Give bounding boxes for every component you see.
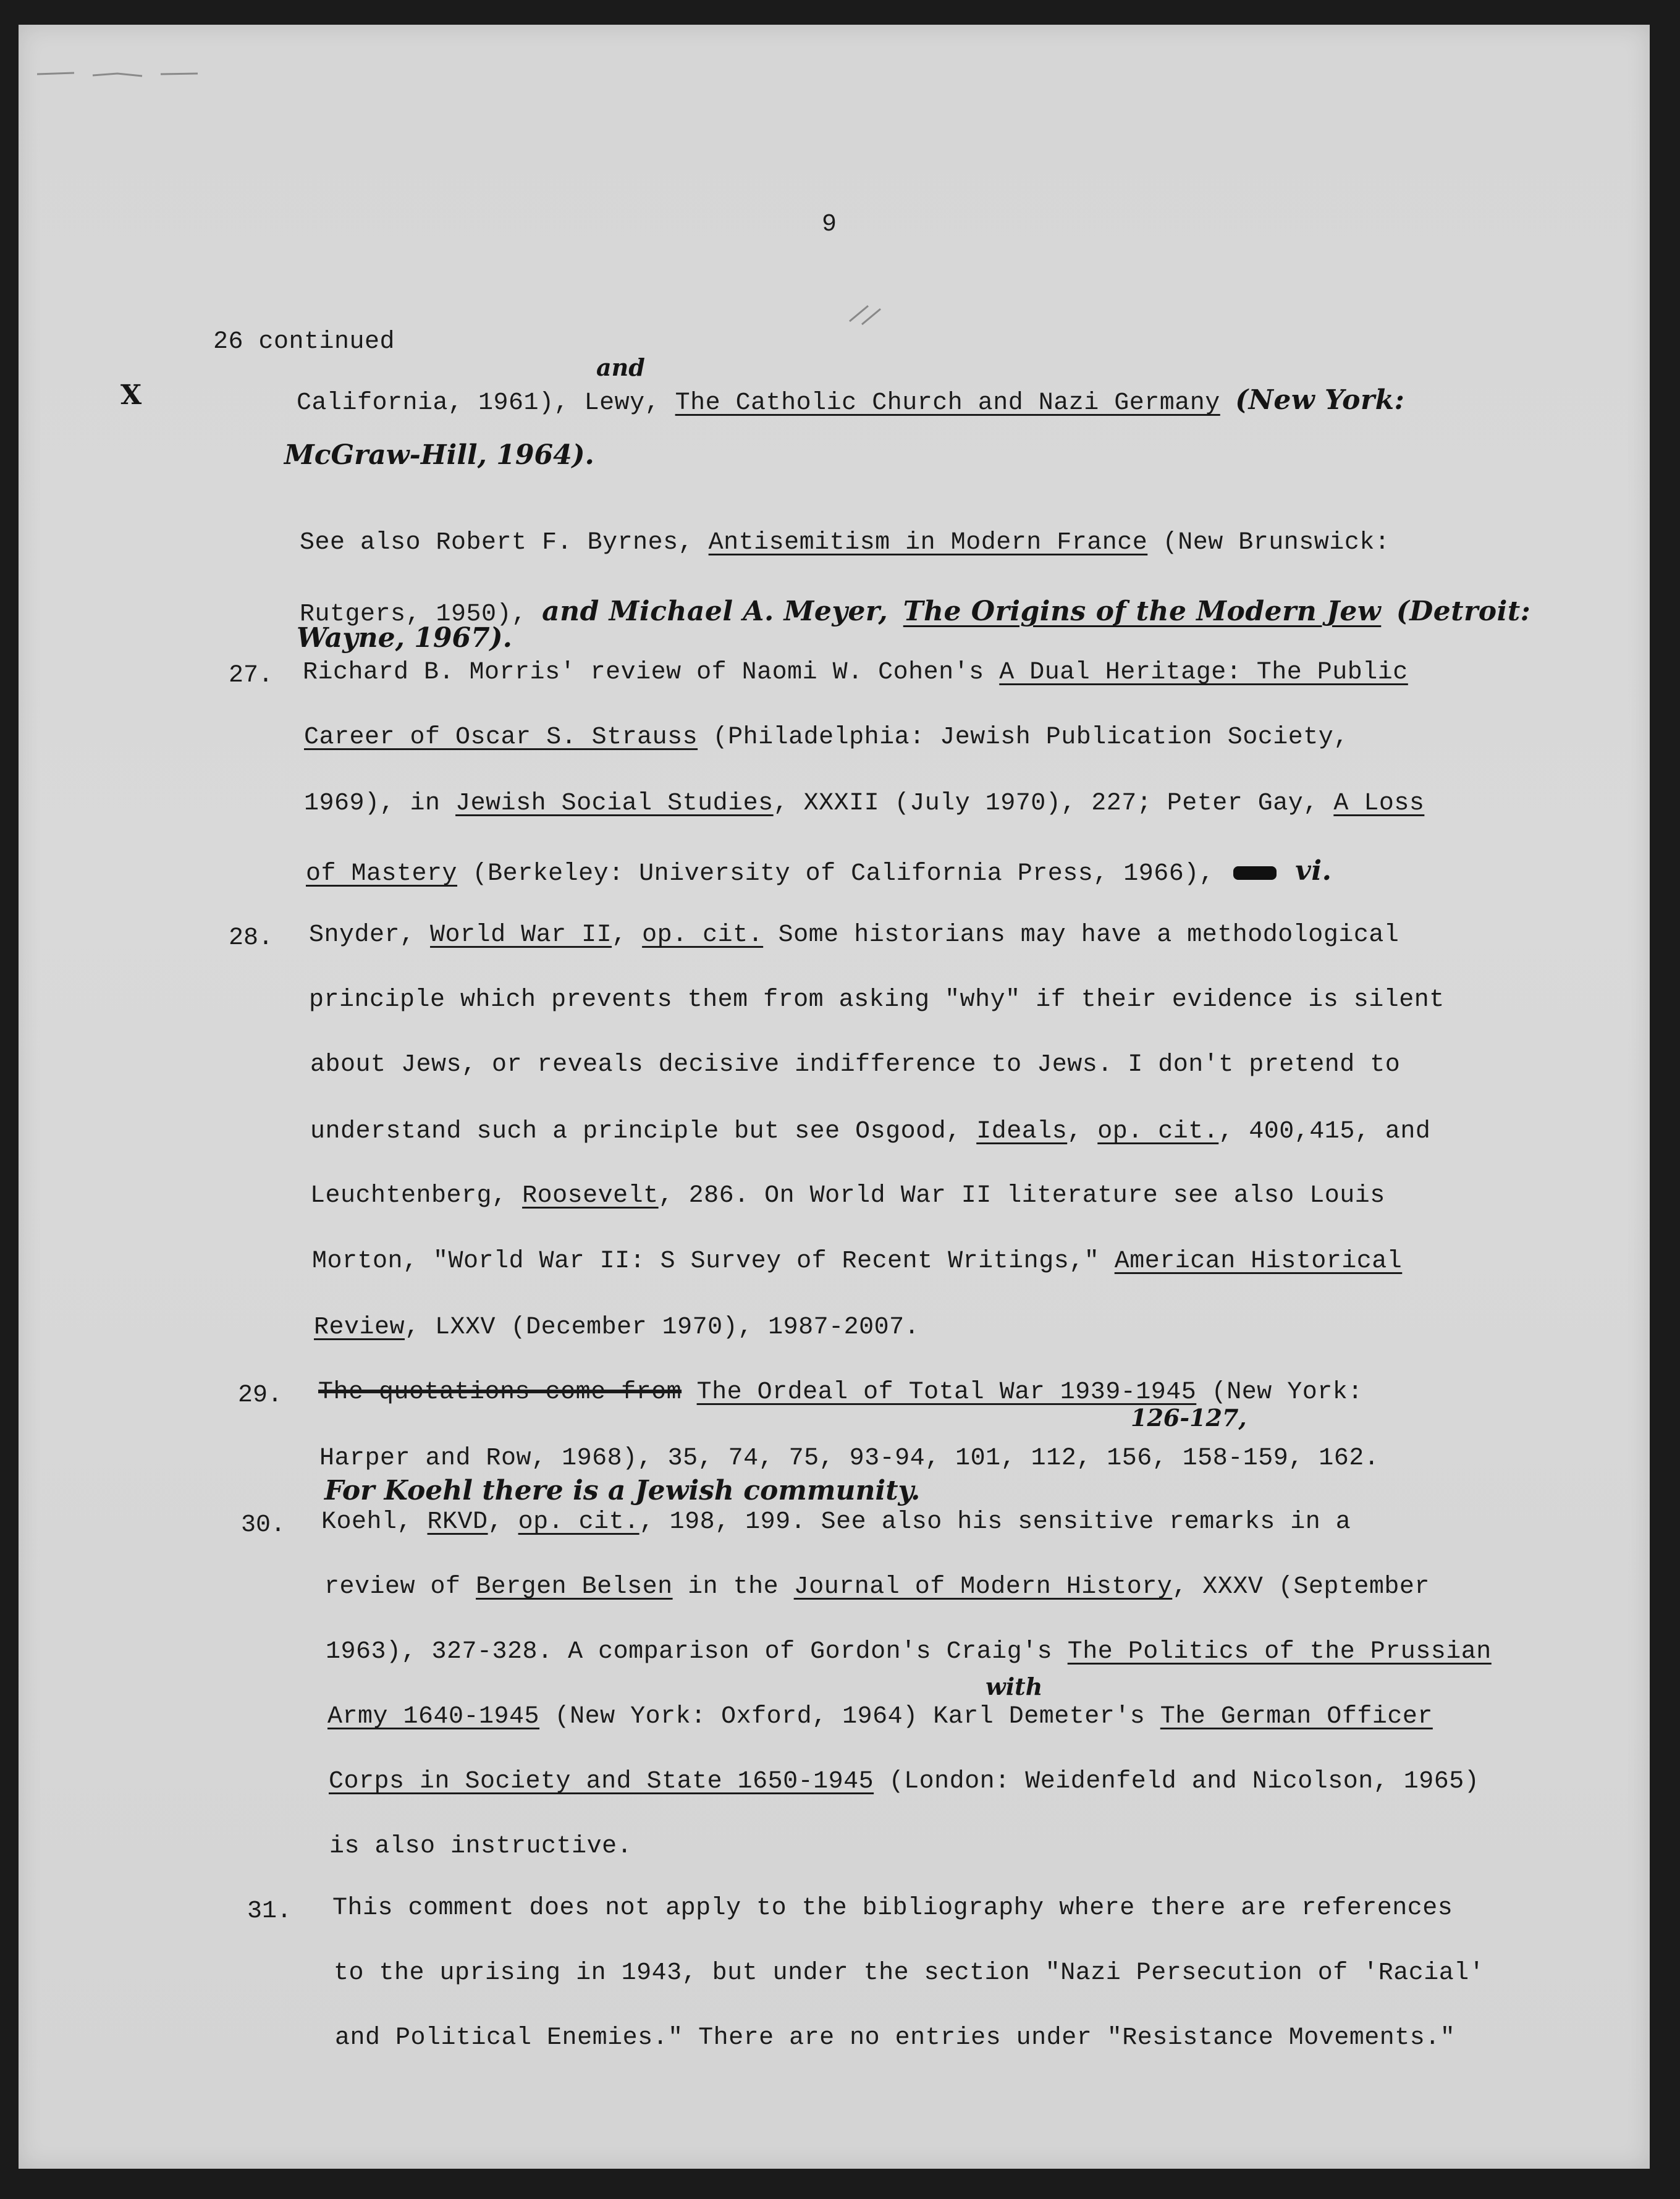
note-28-number: 28. <box>229 924 274 952</box>
note-29-line-2: Harper and Row, 1968), 35, 74, 75, 93-94, 101, 112, 156, 158-159, 162. <box>319 1445 1380 1472</box>
title-bergen-belsen: Bergen Belsen <box>476 1573 673 1601</box>
handwritten-mcgraw-hill: McGraw-Hill, 1964). <box>284 439 594 471</box>
title-of-mastery: of Mastery <box>306 860 458 888</box>
note-26-line-3: See also Robert F. Byrnes, Antisemitism in Modern France (New Brunswick: <box>300 529 1390 557</box>
title-politics-prussian: The Politics of the Prussian <box>1067 1638 1492 1666</box>
handwritten-with: with <box>986 1673 1043 1700</box>
note-27-line-3: 1969), in Jewish Social Studies, XXXII (July 1970), 227; Peter Gay, A Loss <box>304 790 1425 817</box>
title-a-loss: A Loss <box>1333 790 1425 817</box>
margin-x-mark: X <box>120 379 142 411</box>
handwritten-vi: vi. <box>1295 855 1332 887</box>
note-27-line-4: of Mastery (Berkeley: University of California Press, 1966), vi. <box>306 855 1332 888</box>
scan-artifact <box>37 68 222 80</box>
handwritten-wayne: Wayne, 1967). <box>297 622 512 654</box>
note-31-number: 31. <box>247 1897 292 1925</box>
struck-text: The quotations come from <box>318 1378 682 1406</box>
pencil-slash-mark <box>846 297 884 327</box>
note-26-line-4: Rutgers, 1950), and Michael A. Meyer, The Origins of the Modern Jew (Detroit: <box>300 596 1531 628</box>
handwritten-page-insert: 126-127, <box>1131 1404 1247 1432</box>
title-german-officer: The German Officer <box>1160 1703 1433 1731</box>
note-30-line-2: review of Bergen Belsen in the Journal of Modern History, XXXV (September <box>324 1573 1430 1601</box>
note-28-line-4: understand such a principle but see Osgood, Ideals, op. cit., 400,415, and <box>310 1118 1431 1146</box>
title-review: Review <box>314 1314 405 1341</box>
handwritten-insert-and: and <box>596 353 645 381</box>
note-28-line-7: Review, LXXV (December 1970), 1987-2007. <box>314 1314 920 1341</box>
note-30-line-1: Koehl, RKVD, op. cit., 198, 199. See also his sensitive remarks in a <box>321 1508 1351 1536</box>
op-cit: op. cit. <box>642 921 764 949</box>
title-journal-modern-history: Journal of Modern History <box>793 1573 1173 1601</box>
note-31-line-2: to the uprising in 1943, but under the section "Nazi Persecution of 'Racial' <box>334 1959 1485 1987</box>
note-28-line-3: about Jews, or reveals decisive indifference to Jews. I don't pretend to <box>310 1051 1401 1079</box>
note-30-number: 30. <box>241 1511 286 1539</box>
handwritten-meyer: and Michael A. Meyer, <box>542 596 889 627</box>
title-rkvd: RKVD <box>427 1508 488 1536</box>
handwritten-new-york: (New York: <box>1235 384 1405 416</box>
note-29-number: 29. <box>238 1382 283 1409</box>
note-30-line-5: Corps in Society and State 1650-1945 (London: Weidenfeld and Nicolson, 1965) <box>329 1768 1480 1796</box>
handwritten-detroit: (Detroit: <box>1396 596 1531 627</box>
note-28-line-5: Leuchtenberg, Roosevelt, 286. On World War II literature see also Louis <box>310 1182 1385 1210</box>
title-antisemitism: Antisemitism in Modern France <box>708 529 1148 557</box>
title-american-historical: American Historical <box>1114 1247 1403 1275</box>
op-cit: op. cit. <box>1097 1118 1219 1146</box>
title-catholic-church: The Catholic Church and Nazi Germany <box>675 389 1220 417</box>
note-31-line-1: This comment does not apply to the bibliography where there are references <box>332 1894 1453 1922</box>
title-roosevelt: Roosevelt <box>522 1182 659 1210</box>
title-ordeal-total-war: The Ordeal of Total War 1939-1945 <box>696 1378 1197 1406</box>
ink-blot <box>1233 866 1277 880</box>
note-27-number: 27. <box>229 662 274 690</box>
title-corps-society: Corps in Society and State 1650-1945 <box>329 1768 874 1796</box>
note-30-line-4: Army 1640-1945 (New York: Oxford, 1964) Karl Demeter's The German Officer <box>327 1703 1433 1731</box>
title-army-1640: Army 1640-1945 <box>327 1703 540 1731</box>
note-heading: 26 continued <box>213 328 395 356</box>
note-27-line-1: Richard B. Morris' review of Naomi W. Cohen's A Dual Heritage: The Public <box>303 659 1408 686</box>
title-dual-heritage: A Dual Heritage: The Public <box>999 659 1408 686</box>
title-ideals: Ideals <box>976 1118 1068 1146</box>
note-31-line-3: and Political Enemies." There are no entries under "Resistance Movements." <box>335 2024 1456 2052</box>
note-28-line-6: Morton, "World War II: S Survey of Recent Writings," American Historical <box>312 1247 1403 1275</box>
handwritten-title-origins: The Origins of the Modern Jew <box>903 596 1382 627</box>
note-26-line-1: California, 1961), Lewy, The Catholic Church and Nazi Germany (New York: <box>297 384 1405 417</box>
title-world-war-ii: World War II <box>430 921 612 949</box>
note-27-line-2: Career of Oscar S. Strauss (Philadelphia: Jewish Publication Society, <box>304 724 1349 751</box>
note-28-line-2: principle which prevents them from asking "why" if their evidence is silent <box>309 986 1445 1014</box>
op-cit: op. cit. <box>518 1508 639 1536</box>
handwritten-koehl-comment: For Koehl there is a Jewish community. <box>324 1475 921 1506</box>
title-jewish-social-studies: Jewish Social Studies <box>455 790 774 817</box>
note-28-line-1: Snyder, World War II, op. cit. Some historians may have a methodological <box>309 921 1399 949</box>
note-30-line-6: is also instructive. <box>329 1833 633 1860</box>
page-number: 9 <box>822 211 837 238</box>
note-29-line-1: The quotations come from The Ordeal of Total War 1939-1945 (New York: <box>318 1378 1363 1406</box>
note-30-line-3: 1963), 327-328. A comparison of Gordon's Craig's The Politics of the Prussian <box>326 1638 1492 1666</box>
title-career-strauss: Career of Oscar S. Strauss <box>304 724 698 751</box>
document-page <box>19 25 1650 2169</box>
